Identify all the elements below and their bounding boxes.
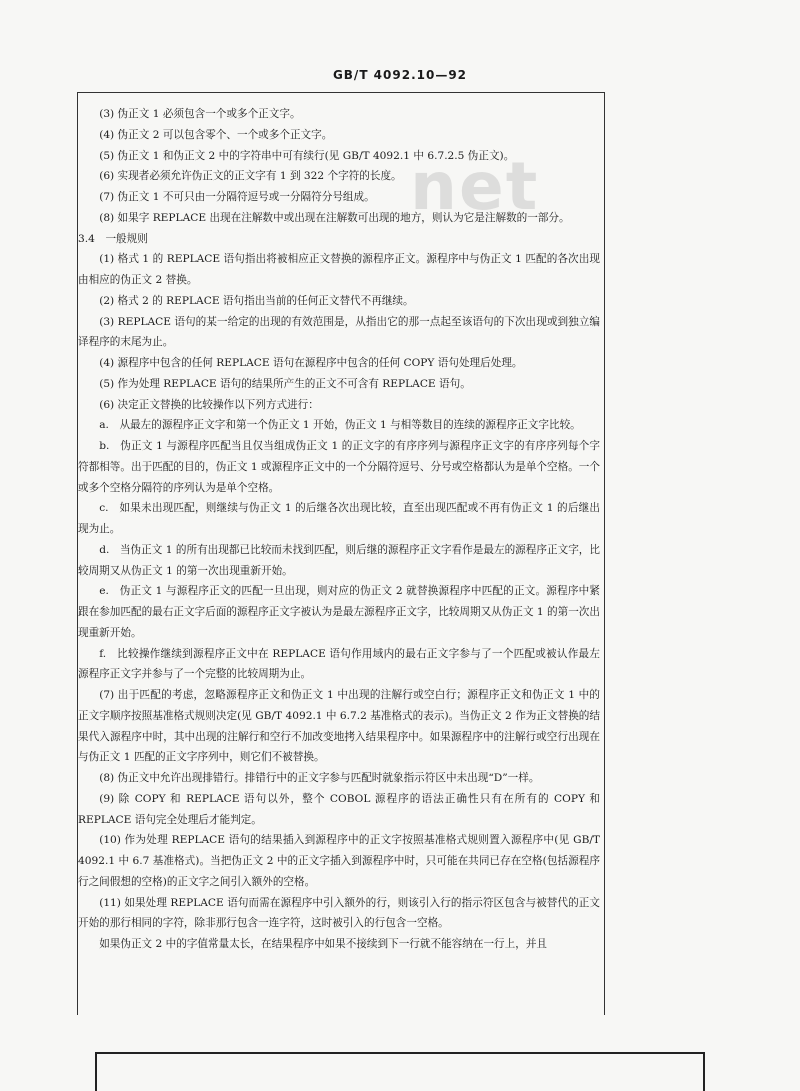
page-header: GB/T 4092.10—92 [332,68,468,82]
paragraph: (3) 伪正文 1 必须包含一个或多个正文字。 [99,108,301,120]
paragraph: (7) 伪正文 1 不可只由一分隔符逗号或一分隔符分号组成。 [99,191,375,203]
paragraph: b. 伪正文 1 与源程序匹配当且仅当组成伪正文 1 的正文字的有序序列与源程序正文字的有序序列每个字符都相等。出于匹配的目的，伪正文 1 或源程序正文中的一个分隔符逗号、分号或空格都认为是单个空格。一个或多个空格分隔符的序列认为是单个空格。 [78,440,600,494]
paragraph: (9) 除 COPY 和 REPLACE 语句以外，整个 COBOL 源程序的语法正确性只有在所有的 COPY 和 REPLACE 语句完全处理后才能判定。 [78,792,600,826]
paragraph: (5) 作为处理 REPLACE 语句的结果所产生的正文不可含有 REPLACE 语句。 [99,377,471,390]
paragraph: c. 如果未出现匹配，则继续与伪正文 1 的后继各次出现比较，直至出现匹配或不再有伪正文 1 的后继出现为止。 [78,502,600,535]
paragraph: (6) 实现者必须允许伪正文的正文字有 1 到 322 个字符的长度。 [99,170,402,183]
watermark: net [410,148,540,225]
paragraph: (2) 格式 2 的 REPLACE 语句指出当前的任何正文替代不再继续。 [99,294,414,307]
paragraph: 如果伪正文 2 中的字值常量太长，在结果程序中如果不接续到下一行就不能容纳在一行上，并且 [99,938,548,950]
paragraph: (4) 源程序中包含的任何 REPLACE 语句在源程序中包含的任何 COPY 语句处理后处理。 [99,357,523,369]
footer-box [95,1052,705,1091]
paragraph: a. 从最左的源程序正文字和第一个伪正文 1 开始，伪正文 1 与相等数目的连续的源程序正文字比较。 [99,419,581,432]
paragraph: (11) 如果处理 REPLACE 语句而需在源程序中引入额外的行，则该引入行的指示符区包含与被替代的正文开始的那行相同的字符，除非那行包含一连字符，这时被引入的行包含一空格。 [78,896,600,930]
paragraph: f. 比较操作继续到源程序正文中在 REPLACE 语句作用域内的最右正文字参与了一个匹配或被认作最左源程序正文字并参与了一个完整的比较周期为止。 [78,647,600,681]
paragraph: (4) 伪正文 2 可以包含零个、一个或多个正文字。 [99,128,333,141]
paragraph: (3) REPLACE 语句的某一给定的出现的有效范围是，从指出它的那一点起至该语句的下次出现或到独立编译程序的末尾为止。 [78,315,600,349]
paragraph: e. 伪正文 1 与源程序正文的匹配一旦出现，则对应的伪正文 2 就替换源程序中匹配的正文。源程序中紧跟在参加匹配的最右正文字后面的源程序正文字被认为是最左源程序正文字，比较周期又从伪正文 1 的第一次出现重新开始。 [78,585,600,639]
paragraph: (1) 格式 1 的 REPLACE 语句指出将被相应正文替换的源程序正文。源程序中与伪正文 1 匹配的各次出现由相应的伪正文 2 替换。 [78,253,600,286]
paragraph: (10) 作为处理 REPLACE 语句的结果插入到源程序中的正文字按照基准格式规则置入源程序中(见 GB/T 4092.1 中 6.7 基准格式)。当把伪正文 2 中的正文字插入到源程序中时，只可能在共同已存在空格(包括源程序行之间假想的空格)的正文字之间引入额外的空格。 [78,834,600,888]
paragraph: (5) 伪正文 1 和伪正文 2 中的字符串中可有续行(见 GB/T 4092.1 中 6.7.2.5 伪正文)。 [99,149,515,162]
section-heading: 3.4 一般规则 [78,232,148,245]
paragraph: (6) 决定正文替换的比较操作以下列方式进行： [99,398,319,411]
paragraph: (7) 出于匹配的考虑，忽略源程序正文和伪正文 1 中出现的注解行或空白行；源程序正文和伪正文 1 中的正文字顺序按照基准格式规则决定(见 GB/T 4092.1 中 6.7.2 基准格式的表示)。当伪正文 2 作为正文替换的结果代入源程序中时，其中出现的注解行和空行不加改变地拷入结果程序中。如果源程序中的注解行或空行出现在与伪正文 1 匹配的正文字序列中，则它们不被替换。 [78,689,600,764]
document-body [78,104,600,955]
paragraph: d. 当伪正文 1 的所有出现都已比较而未找到匹配，则后继的源程序正文字看作是最左的源程序正文字，比较周期又从伪正文 1 的第一次出现重新开始。 [78,543,600,577]
paragraph: (8) 伪正文中允许出现排错行。排错行中的正文字参与匹配时就象指示符区中未出现“D”一样。 [99,772,540,784]
paragraph: (8) 如果字 REPLACE 出现在注解数中或出现在注解数可出现的地方，则认为它是注解数的一部分。 [99,211,570,224]
